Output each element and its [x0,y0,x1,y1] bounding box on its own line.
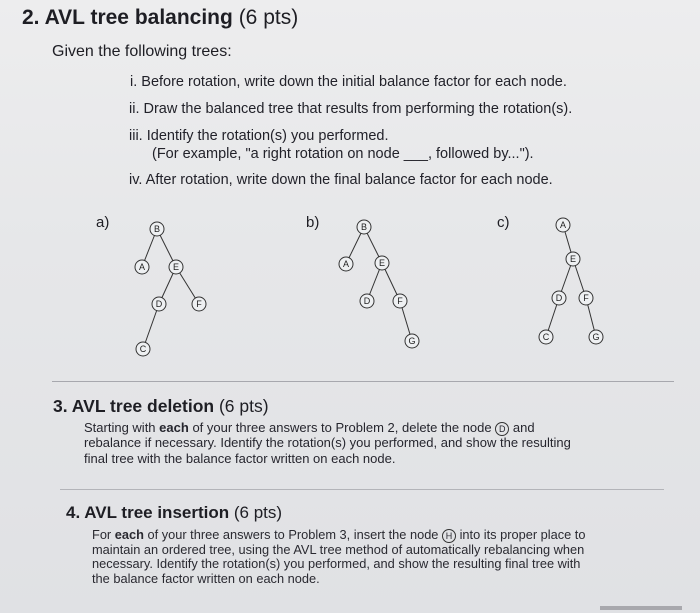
tree-c-node [579,291,593,305]
problem-4-points: (6 pts) [233,503,283,522]
node-d-symbol: D [495,422,509,436]
tree-c-label: c) [497,214,510,231]
tree-c-node-label: C [542,332,550,342]
problem-4-line-2: maintain an ordered tree, using the AVL tree method of automatically rebalancing when [92,542,585,557]
problem-4-heading [66,503,282,523]
tree-a-node [169,260,183,274]
problem-3-line-1-pre: Starting with [84,420,156,435]
tree-b-node-label: A [342,259,350,269]
problem-4-line-4: the balance factor written on each node. [92,571,320,586]
tree-b-node-label: G [408,336,416,346]
tree-a-node-label: F [196,299,202,309]
section-divider [52,381,674,382]
tree-b-label: b) [306,214,320,231]
problem-3-heading [53,396,269,417]
tree-c-node-label: D [555,293,563,303]
node-h-symbol: H [442,529,456,543]
tree-a-label: a) [96,214,110,231]
section-divider [60,489,664,490]
problem-3-title: 3. AVL tree deletion [53,396,215,416]
problem-3-line-1-end: and [512,420,535,435]
problem-3-line-2: rebalance if necessary. Identify the rotation(s) you performed, and show the resulting [84,435,571,450]
tree-b-node [393,294,407,308]
tree-b-node-label: B [360,222,368,232]
tree-c [539,218,603,344]
problem-3-line-3: final tree with the balance factor written on each node. [84,451,396,466]
tree-a-node [135,260,149,274]
tree-a-node-label: B [153,224,161,234]
tree-c-node [552,291,566,305]
tree-a-node-label: D [155,299,163,309]
problem-3-points: (6 pts) [218,396,269,416]
tree-c-node-label: A [559,220,567,230]
problem-2-title: 2. AVL tree balancing [22,6,233,29]
tree-c-node [566,252,580,266]
instruction-iii: iii. Identify the rotation(s) you performed. [129,128,389,144]
instruction-iii-example: (For example, "a right rotation on node ___, followed by..."). [152,146,534,162]
tree-a-node [150,222,164,236]
tree-a-node [152,297,166,311]
tree-c-node [556,218,570,232]
tree-b-node [357,220,371,234]
tree-b-node [375,256,389,270]
tree-a-node-label: A [138,262,146,272]
problem-4-line-1-post: of your three answers to Problem 3, insert the node [147,527,439,542]
tree-c-node-label: E [569,254,577,264]
instruction-i: i. Before rotation, write down the initial balance factor for each node. [130,74,567,90]
tree-c-node-label: G [592,332,600,342]
tree-b-node-label: E [378,258,386,268]
tree-a-node-label: E [172,262,180,272]
problem-3-line-1-post: of your three answers to Problem 2, delete the node [192,420,492,435]
problem-4-line-3: necessary. Identify the rotation(s) you performed, and show the resulting final tree with [92,556,581,571]
tree-b-node-label: F [397,296,403,306]
tree-b-node [405,334,419,348]
problem-4-title: 4. AVL tree insertion [66,503,230,522]
problem-4-line-1-bold: each [114,527,144,542]
tree-c-node [539,330,553,344]
tree-b [339,220,419,348]
problem-4-line-1-end: into its proper place to [459,527,586,542]
tree-c-node [589,330,603,344]
instruction-iv: iv. After rotation, write down the final balance factor for each node. [129,172,553,188]
given-text: Given the following trees: [52,43,232,60]
problem-4-line-1 [92,527,585,543]
problem-4-line-1-pre: For [92,527,112,542]
problem-3-line-1 [84,420,535,436]
tree-c-node-label: F [583,293,589,303]
tree-b-node [339,257,353,271]
tree-b-node-label: D [363,296,371,306]
tree-a [135,222,206,356]
tree-a-node [136,342,150,356]
tree-a-node [192,297,206,311]
instruction-ii: ii. Draw the balanced tree that results from performing the rotation(s). [129,101,573,117]
problem-2-points: (6 pts) [238,6,299,29]
problem-3-line-1-bold: each [159,420,189,435]
tree-a-node-label: C [139,344,147,354]
cut-off-footer-mark [600,606,682,610]
tree-b-node [360,294,374,308]
